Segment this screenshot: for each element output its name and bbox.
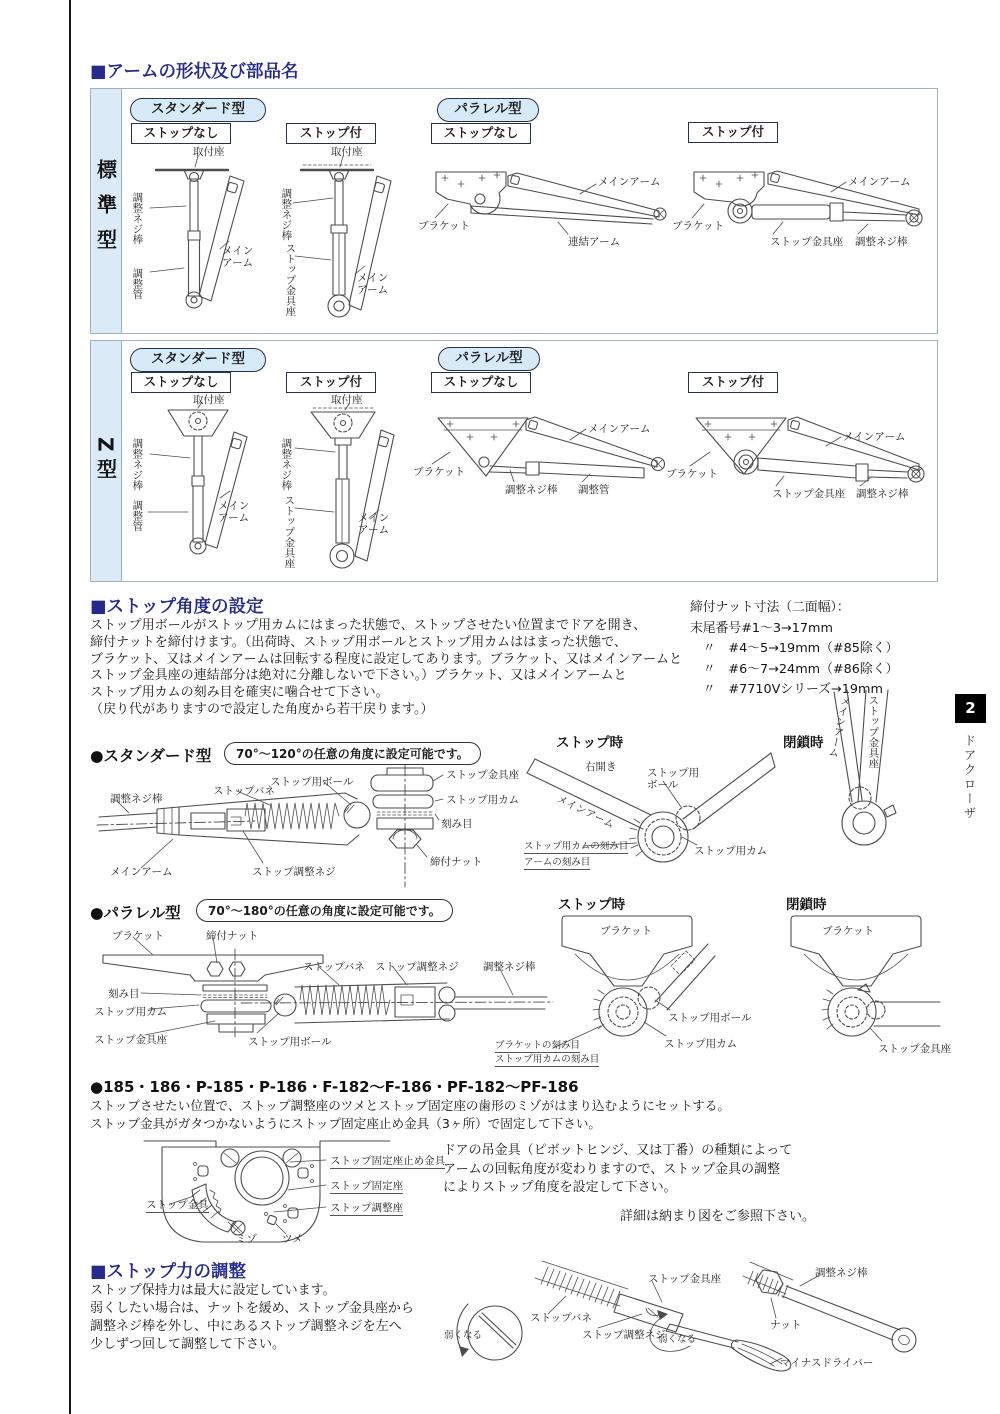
label-cam-notch: ストップ用カムの刻み目 bbox=[524, 841, 628, 854]
variant-no-stop: ストップなし bbox=[431, 372, 531, 393]
drawing-standard-arm-nostop bbox=[140, 148, 270, 328]
fig-title-stop-time: ストップ時 bbox=[556, 735, 624, 751]
label-main-arm: メインアーム bbox=[843, 431, 906, 443]
label-tighten-nut: 締付ナット bbox=[430, 856, 483, 868]
label-main-arm: メインアーム bbox=[218, 500, 250, 525]
label-nut: ナット bbox=[770, 1319, 802, 1331]
label-bracket: ブラケット bbox=[822, 925, 874, 937]
label-lock-fitting: ストップ固定座止め金具 bbox=[330, 1155, 445, 1169]
label-stop-base: ストップ金具座 bbox=[284, 243, 297, 317]
panel-side-z bbox=[91, 341, 122, 581]
label-adjust-rod: 調整ネジ棒 bbox=[483, 961, 536, 973]
label-stop-base: ストップ金具座 bbox=[446, 769, 520, 781]
body-line: ブラケット、又はメインアームは回転する程度に設定してあります。ブラケット、又はメインアームと bbox=[90, 651, 683, 667]
label-main-arm: メインアーム bbox=[826, 694, 853, 759]
label-bracket: ブラケット bbox=[418, 220, 470, 232]
label-stop-ball: ストップ用ボール bbox=[248, 1036, 332, 1048]
label-adjust-seat: ストップ調整座 bbox=[330, 1202, 403, 1216]
stop-force-body bbox=[90, 1282, 414, 1354]
label-adjust-rod: 調整ネジ棒 bbox=[131, 438, 144, 491]
label-main-arm: メインアーム bbox=[598, 176, 661, 188]
fig-title-close-time: 閉鎖時 bbox=[786, 897, 827, 913]
label-stop-cam: ストップ用カム bbox=[94, 1006, 168, 1018]
body-line: ストップ用ボールがストップ用カムにはまった状態で、ストップさせたい位置までドアを開き、 bbox=[90, 618, 647, 633]
binding-edge-rule bbox=[69, 0, 71, 1414]
fig-title-stop-time: ストップ時 bbox=[558, 897, 626, 913]
label-adjust-rod: 調整ネジ棒 bbox=[815, 1267, 868, 1279]
variant-with-stop: ストップ付 bbox=[286, 123, 376, 144]
label-cam-notch: ストップ用カムの刻み目 bbox=[495, 1054, 599, 1067]
label-weaken: 弱くなる bbox=[444, 1330, 483, 1341]
label-stop-cam: ストップ用カム bbox=[664, 1038, 738, 1050]
label-adjust-rod: 調整ネジ棒 bbox=[505, 484, 558, 496]
page-number: 2 bbox=[955, 694, 986, 723]
type-badge-parallel: パラレル型 bbox=[437, 98, 539, 122]
label-stop-adjust-screw: ストップ調整ネジ bbox=[375, 961, 459, 973]
label-mount: 取付座 bbox=[193, 146, 225, 158]
nut-note-line: 〃 #7710Vシリーズ→19mm bbox=[690, 682, 883, 698]
label-stop-base: ストップ金具座 bbox=[648, 1273, 722, 1285]
label-groove: ミゾ bbox=[236, 1233, 257, 1245]
drawing-z-arm-withstop bbox=[285, 396, 420, 586]
label-bracket: ブラケット bbox=[666, 468, 718, 480]
variant-no-stop: ストップなし bbox=[131, 372, 231, 393]
body-line: アームの回転角度が変わりますので、ストップ金具の調整 bbox=[443, 1161, 780, 1177]
label-bracket: ブラケット bbox=[413, 466, 465, 478]
variant-with-stop: ストップ付 bbox=[688, 122, 778, 143]
label-main-arm: メインアーム bbox=[222, 245, 254, 270]
label-weaken: 弱くなる bbox=[658, 1334, 697, 1345]
heading-standard-type: ●スタンダード型 bbox=[90, 747, 212, 765]
body-line: ストップさせたい位置で、ストップ調整座のツメとストップ固定座の歯形のミゾがはまり込むようにセットする。 bbox=[90, 1098, 731, 1113]
row-label-z: Z型 bbox=[93, 436, 118, 486]
body-line: によりストップ角度を設定して下さい。 bbox=[443, 1180, 677, 1196]
heading-models: ●185・186・P-185・P-186・F-182〜F-186・PF-182〜PF-186 bbox=[90, 1078, 579, 1096]
pill-parallel-range: 70°〜180°の任意の角度に設定可能です。 bbox=[196, 899, 453, 922]
label-bracket: ブラケット bbox=[112, 930, 164, 942]
label-stop-ball: ストップ用ボール bbox=[668, 1012, 752, 1024]
label-main-arm: メインアーム bbox=[110, 866, 173, 878]
label-bracket: ブラケット bbox=[672, 220, 724, 232]
label-stop-base: ストップ金具座 bbox=[283, 495, 296, 569]
label-fixed-seat: ストップ固定座 bbox=[330, 1180, 403, 1194]
stop-angle-body bbox=[90, 618, 682, 719]
nut-note-line: 〃 #6〜7→24mm（#86除く） bbox=[690, 661, 899, 677]
label-adjust-tube: 調整管 bbox=[131, 268, 144, 300]
label-main-arm: メインアーム bbox=[358, 512, 390, 537]
label-adjust-rod: 調整ネジ棒 bbox=[856, 488, 909, 500]
label-adjust-tube: 調整管 bbox=[131, 500, 144, 532]
body-line: （戻り代がありますので設定した角度から若干戻ります。） bbox=[90, 701, 434, 717]
drawing-z-arm-nostop bbox=[140, 396, 270, 576]
label-adjust-rod: 調整ネジ棒 bbox=[855, 236, 908, 248]
nut-note-line: 末尾番号#1〜3→17mm bbox=[690, 620, 833, 636]
label-stop-adjust-screw: ストップ調整ネジ bbox=[252, 866, 336, 878]
section-title-stop-force: ■ストップ力の調整 bbox=[90, 1262, 247, 1282]
body-line: 調整ネジ棒を外し、中にあるストップ調整ネジを左へ bbox=[90, 1319, 402, 1334]
label-stop-base: ストップ金具座 bbox=[878, 1043, 952, 1055]
label-claw: ツメ bbox=[282, 1233, 303, 1245]
label-adjust-rod: 調整ネジ棒 bbox=[280, 438, 293, 491]
section-title-stop-angle: ■ストップ角度の設定 bbox=[90, 597, 264, 617]
models-note: 詳細は納まり図をご参照下さい。 bbox=[620, 1209, 816, 1224]
row-label-standard: 標準型 bbox=[93, 158, 118, 264]
label-mount: 取付座 bbox=[193, 394, 225, 406]
type-badge-standard: スタンダード型 bbox=[130, 348, 266, 372]
type-badge-parallel: パラレル型 bbox=[438, 347, 540, 371]
label-stop-spring: ストップバネ bbox=[303, 961, 365, 973]
nut-size-note bbox=[690, 598, 898, 701]
label-adjust-rod: 調整ネジ棒 bbox=[280, 188, 293, 241]
label-notch: 刻み目 bbox=[108, 988, 140, 1000]
label-stop-ball: ストップ用ボール bbox=[270, 776, 354, 788]
variant-no-stop: ストップなし bbox=[131, 123, 231, 144]
heading-parallel-type: ●パラレル型 bbox=[90, 904, 181, 922]
label-main-arm: メインアーム bbox=[848, 176, 911, 188]
body-line: ストップ金具がガタつかないようにストップ固定座止め金具（3ヶ所）で固定して下さい。 bbox=[90, 1115, 602, 1131]
label-stop-base: ストップ金具座 bbox=[94, 1034, 168, 1046]
label-stop-cam: ストップ用カム bbox=[446, 794, 520, 806]
label-minus-driver: マイナスドライバー bbox=[780, 1357, 874, 1369]
label-main-arm: メインアーム bbox=[588, 423, 651, 435]
fig-title-close-time: 閉鎖時 bbox=[783, 735, 824, 751]
body-line: ストップ金具座の連結部分は絶対に分離しないで下さい。）ブラケット、又はメインアームと bbox=[90, 668, 627, 684]
label-adjust-rod: 調整ネジ棒 bbox=[131, 192, 144, 245]
label-tighten-nut: 締付ナット bbox=[206, 930, 259, 942]
label-stop-base: ストップ金具座 bbox=[772, 488, 846, 500]
label-arm-notch: アームの刻み目 bbox=[524, 857, 590, 870]
panel-side-standard bbox=[91, 89, 122, 333]
variant-with-stop: ストップ付 bbox=[286, 372, 376, 393]
body-line: ストップ保持力は最大に設定しています。 bbox=[90, 1283, 336, 1298]
body-line: 弱くしたい場合は、ナットを緩め、ストップ金具座から bbox=[90, 1301, 414, 1316]
nut-note-title: 締付ナット寸法（二面幅）： bbox=[690, 600, 850, 615]
label-stop-adjust-screw: ストップ調整ネジ bbox=[582, 1329, 666, 1341]
variant-no-stop: ストップなし bbox=[431, 123, 531, 144]
body-line: ストップ用カムの刻み目を確実に噛合せて下さい。 bbox=[90, 685, 389, 701]
label-main-arm: メインアーム bbox=[554, 793, 617, 832]
label-right-opening: 右開き bbox=[585, 761, 617, 773]
label-stop-base: ストップ金具座 bbox=[867, 695, 880, 769]
edge-tab-label: ドアクローザ bbox=[962, 734, 977, 821]
label-stop-spring: ストップバネ bbox=[530, 1312, 592, 1324]
section-title-arm-shapes: ■アームの形状及び部品名 bbox=[90, 62, 299, 82]
label-bracket-notch: ブラケットの刻み目 bbox=[495, 1040, 580, 1053]
label-notch: 刻み目 bbox=[441, 818, 473, 830]
label-bracket: ブラケット bbox=[600, 925, 652, 937]
drawing-standard-arm-withstop bbox=[285, 148, 420, 333]
label-stop-base: ストップ金具座 bbox=[770, 236, 844, 248]
label-stop-spring: ストップバネ bbox=[213, 785, 275, 797]
type-badge-standard: スタンダード型 bbox=[130, 98, 266, 122]
nut-note-line: 〃 #4〜5→19mm（#85除く） bbox=[690, 641, 899, 657]
body-line: 少しずつ回して調整して下さい。 bbox=[90, 1337, 286, 1352]
models-body bbox=[90, 1097, 730, 1132]
models-right-text bbox=[443, 1142, 792, 1198]
label-stop-fitting: ストップ金具 bbox=[146, 1199, 209, 1213]
variant-with-stop: ストップ付 bbox=[688, 372, 778, 393]
label-adjust-tube: 調整管 bbox=[578, 484, 610, 496]
label-link-arm: 連結アーム bbox=[568, 236, 621, 248]
body-line: 締付ナットを締付けます。（出荷時、ストップ用ボールとストップ用カムははまった状態で、 bbox=[90, 634, 627, 650]
body-line: ドアの吊金具（ピボットヒンジ、又は丁番）の種類によって bbox=[443, 1143, 793, 1158]
label-mount: 取付座 bbox=[331, 394, 363, 406]
label-stop-ball: ストップ用ボール bbox=[647, 767, 700, 792]
label-adjust-rod: 調整ネジ棒 bbox=[110, 793, 163, 805]
label-mount: 取付座 bbox=[331, 146, 363, 158]
pill-standard-range: 70°〜120°の任意の角度に設定可能です。 bbox=[224, 742, 481, 765]
label-main-arm: メインアーム bbox=[357, 272, 389, 297]
label-stop-cam: ストップ用カム bbox=[694, 845, 768, 857]
